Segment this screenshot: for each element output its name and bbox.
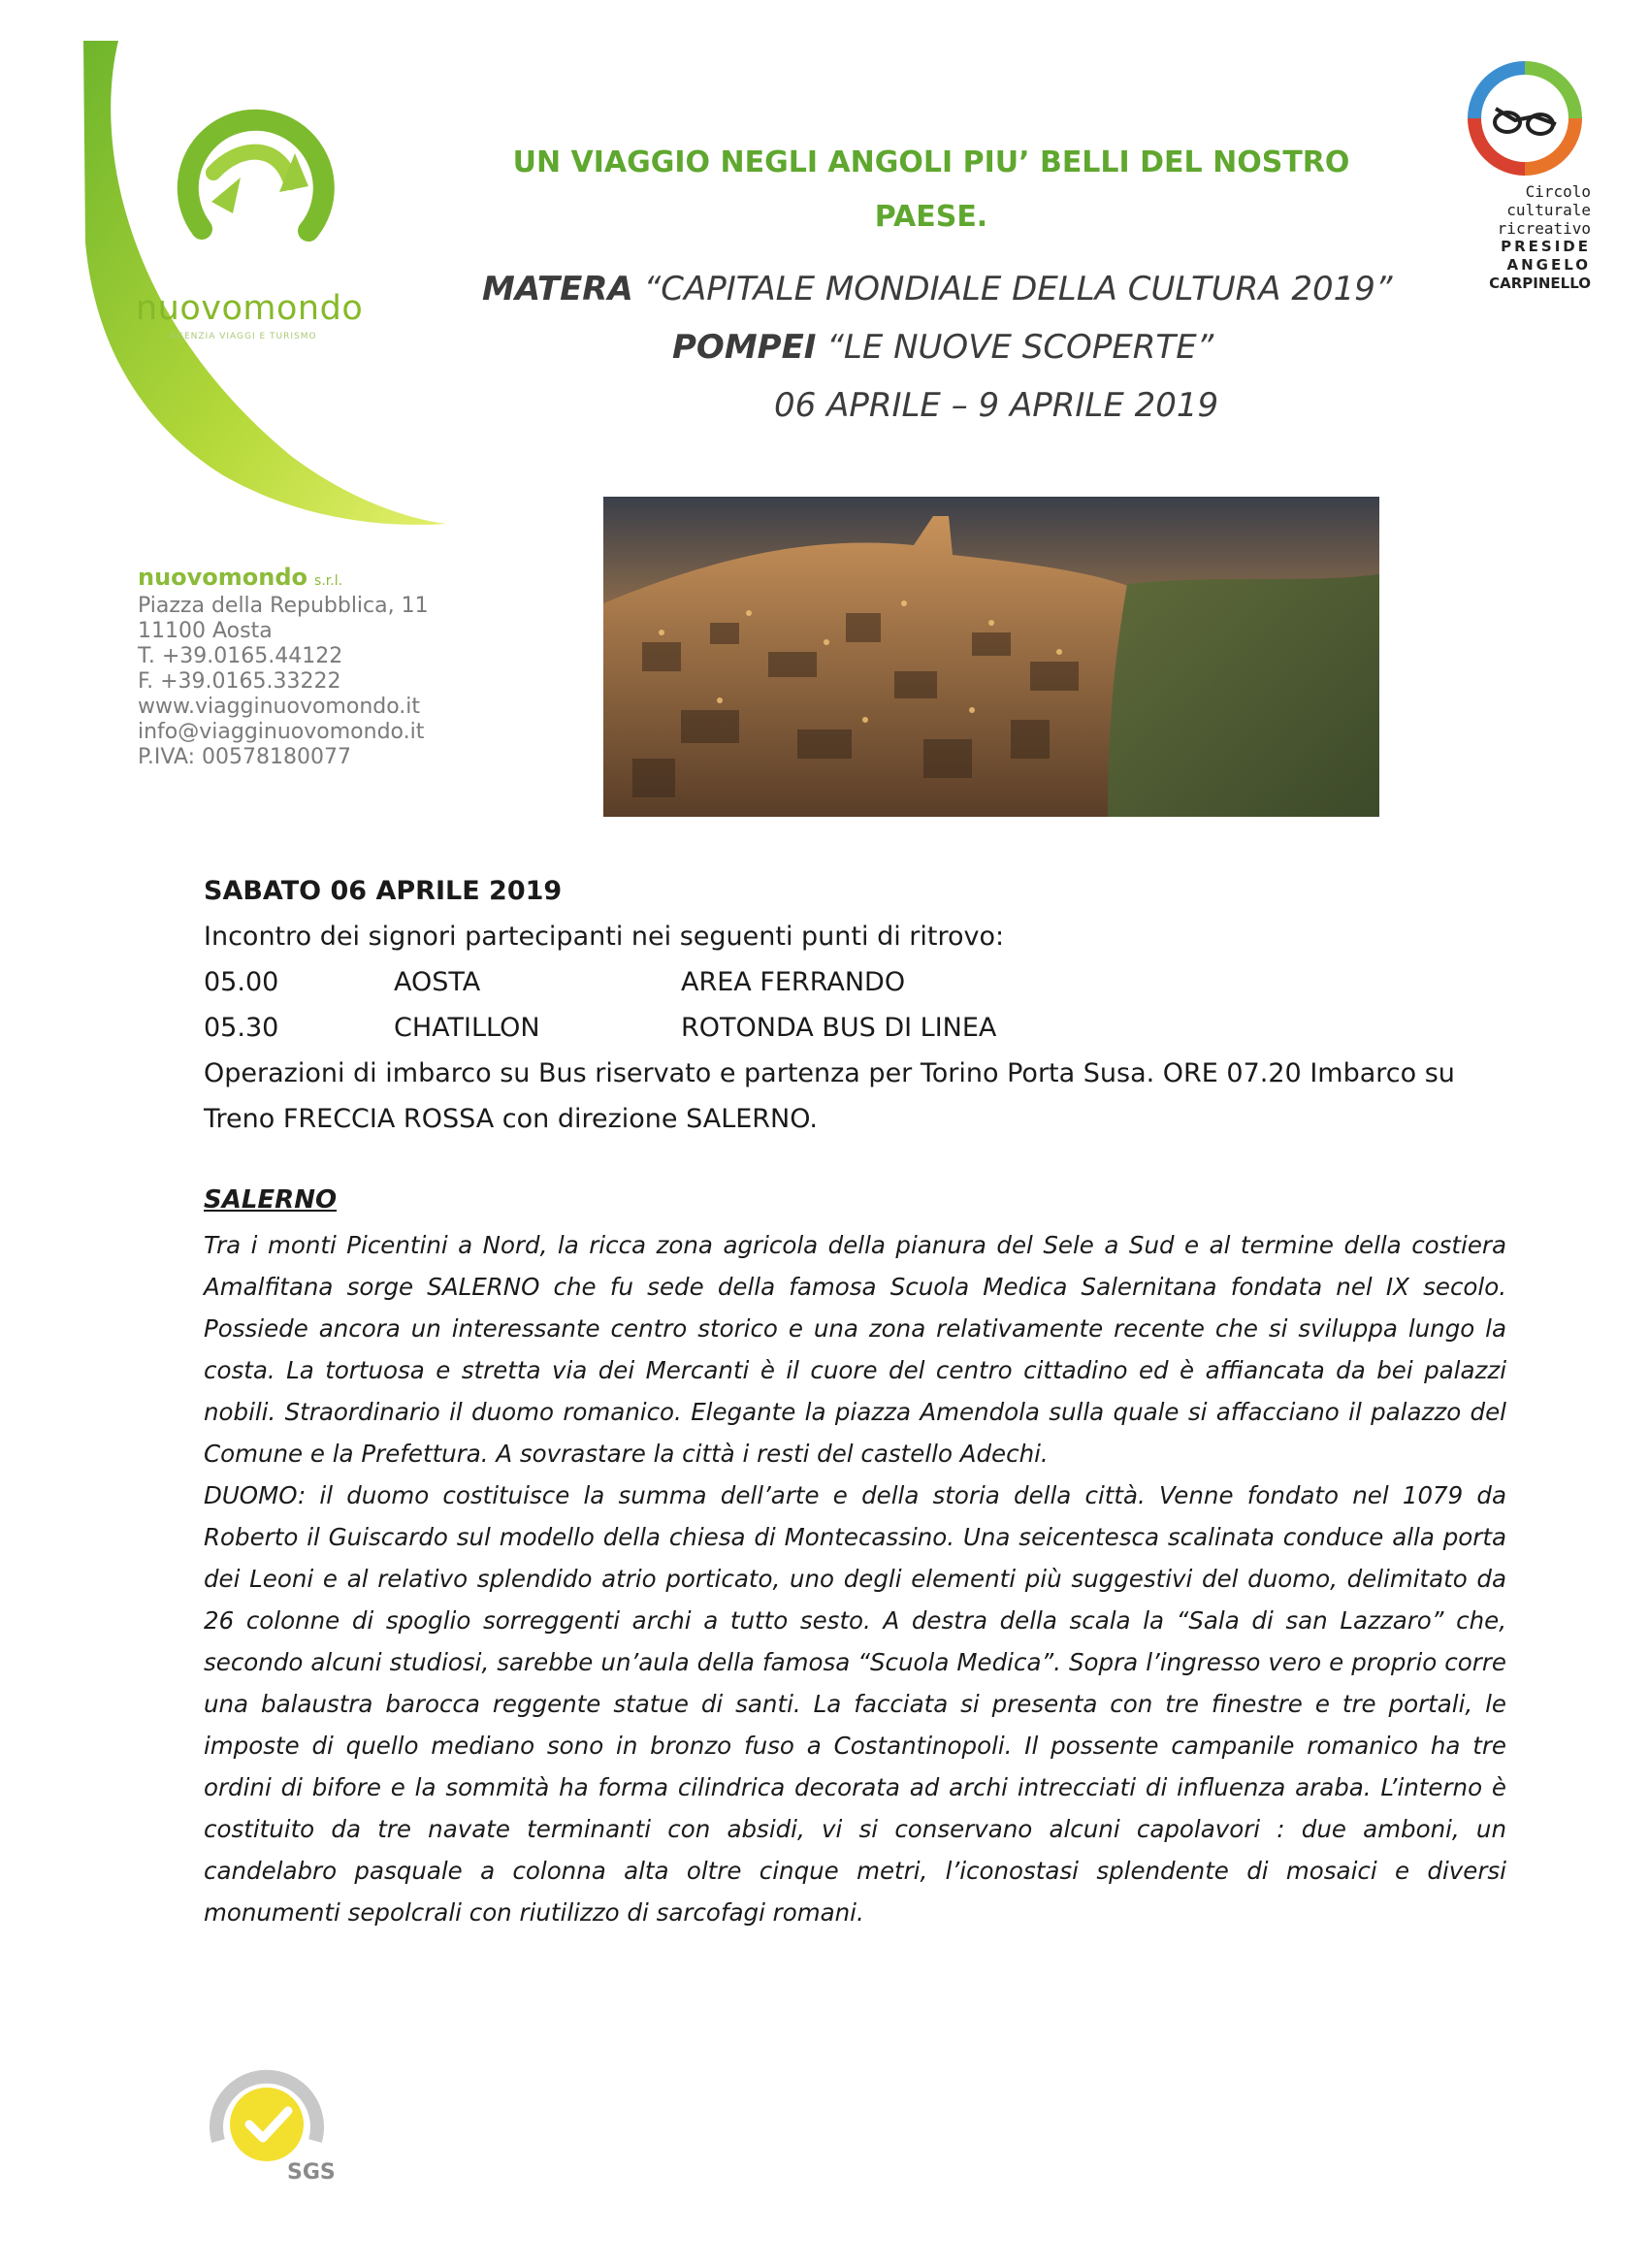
company-website: www.viagginuovomondo.it — [138, 695, 421, 719]
day1-title: SABATO 06 APRILE 2019 — [204, 876, 563, 906]
circolo-line2: culturale — [1506, 201, 1591, 219]
day1-operations-line1: Operazioni di imbarco su Bus riservato e partenza per Torino Porta Susa. ORE 07.20 Imbarco su — [204, 1058, 1455, 1088]
title-pompei-bold: POMPEI — [672, 328, 817, 367]
title-matera — [482, 270, 1393, 308]
circolo-line4: PRESIDE — [1501, 238, 1591, 255]
brand-swoosh — [0, 0, 456, 543]
meeting-time: 05.00 — [204, 967, 279, 997]
headline — [504, 136, 1358, 244]
salerno-paragraph: Tra i monti Picentini a Nord, la ricca zona agricola della pianura del Sele a Sud e al termine della costiera Amalfitana sorge SALERNO che fu sede della famosa Scuola Medica Salernitana fondata nel IX secolo. Possiede ancora un interessante centro storico e una zona relativamente recente che si sviluppa lungo la costa. La tortuosa e stretta via dei Mercanti è il cuore del centro cittadino ed è affiancata da bei palazzi nobili. Straordinario il duomo romanico. Elegante la piazza Amendola sulla quale si affacciano il palazzo del Comune e la Prefettura. A sovrastare la città i resti del castello Adechi. — [204, 1231, 1506, 1468]
sgs-label: SGS — [287, 2160, 336, 2185]
meeting-city: CHATILLON — [394, 1013, 540, 1043]
brand-name: nuovomondo — [136, 289, 364, 328]
headline-line1: UN VIAGGIO NEGLI ANGOLI PIU’ BELLI DEL NOSTRO — [512, 146, 1350, 179]
company-vat: P.IVA: 00578180077 — [138, 745, 351, 769]
circolo-line3: ricreativo — [1497, 219, 1591, 238]
circolo-logo-icon — [1467, 60, 1583, 177]
title-dates: 06 APRILE – 9 APRILE 2019 — [774, 386, 1219, 425]
title-pompei-rest: “LE NUOVE SCOPERTE” — [816, 328, 1214, 367]
meeting-place: ROTONDA BUS DI LINEA — [681, 1013, 997, 1043]
circolo-line1: Circolo — [1525, 182, 1591, 201]
meeting-time: 05.30 — [204, 1013, 279, 1043]
headline-line2: PAESE. — [874, 200, 988, 234]
circolo-line5: ANGELO — [1506, 256, 1591, 274]
company-phone: T. +39.0165.44122 — [138, 644, 343, 668]
circolo-name — [1445, 182, 1591, 293]
matera-photo — [603, 497, 1379, 817]
duomo-paragraph: DUOMO: il duomo costituisce la summa dell’arte e della storia della città. Venne fondato nel 1079 da Roberto il Guiscardo sul modello della chiesa di Montecassino. Una seicentesca scalinata conduce alla porta dei Leoni e al relativo splendido atrio porticato, uno degli elementi più suggestivi del duomo, delimitato da 26 colonne di spoglio sorreggenti archi a tutto sesto. A destra della scala la “Sala di san Lazzaro” che, secondo alcuni studiosi, sarebbe un’aula della famosa “Scuola Medica”. Sopra l’ingresso vero e proprio corre una balaustra barocca reggente statue di santi. La facciata si presenta con tre finestre e tre portali, le imposte di quello mediano sono in bronzo fuso a Costantinopoli. Il possente campanile romanico ha tre ordini di bifore e la sommità ha forma cilindrica decorata ad archi intrecciati di influenza araba. L’interno è costituito da tre navate terminanti con absidi, vi si conservano alcuni capolavori : due amboni, un candelabro pasquale a colonna alta oltre cinque metri, l’iconostasi splendente di mosaici e diversi monumenti sepolcrali con riutilizzo di sarcofagi romani. — [204, 1481, 1506, 1927]
company-email: info@viagginuovomondo.it — [138, 720, 425, 744]
day1-intro: Incontro dei signori partecipanti nei seguenti punti di ritrovo: — [204, 922, 1005, 952]
title-pompei — [672, 328, 1213, 367]
day1-operations-line2: Treno FRECCIA ROSSA con direzione SALERNO. — [204, 1104, 818, 1134]
meeting-place: AREA FERRANDO — [681, 967, 906, 997]
company-info — [138, 565, 429, 770]
title-matera-rest: “CAPITALE MONDIALE DELLA CULTURA 2019” — [632, 270, 1393, 308]
meeting-city: AOSTA — [394, 967, 481, 997]
company-address: Piazza della Repubblica, 11 — [138, 594, 429, 618]
nuovomondo-logo-icon — [163, 105, 345, 250]
salerno-description — [204, 1224, 1506, 1933]
salerno-heading: SALERNO — [204, 1185, 338, 1215]
company-city: 11100 Aosta — [138, 619, 273, 643]
circolo-line6: CARPINELLO — [1489, 275, 1591, 292]
title-matera-bold: MATERA — [482, 270, 633, 308]
company-suffix: s.r.l. — [314, 573, 343, 589]
brand-tagline: AGENZIA VIAGGI E TURISMO — [170, 332, 317, 341]
company-name: nuovomondo — [138, 564, 308, 591]
company-fax: F. +39.0165.33222 — [138, 669, 341, 694]
